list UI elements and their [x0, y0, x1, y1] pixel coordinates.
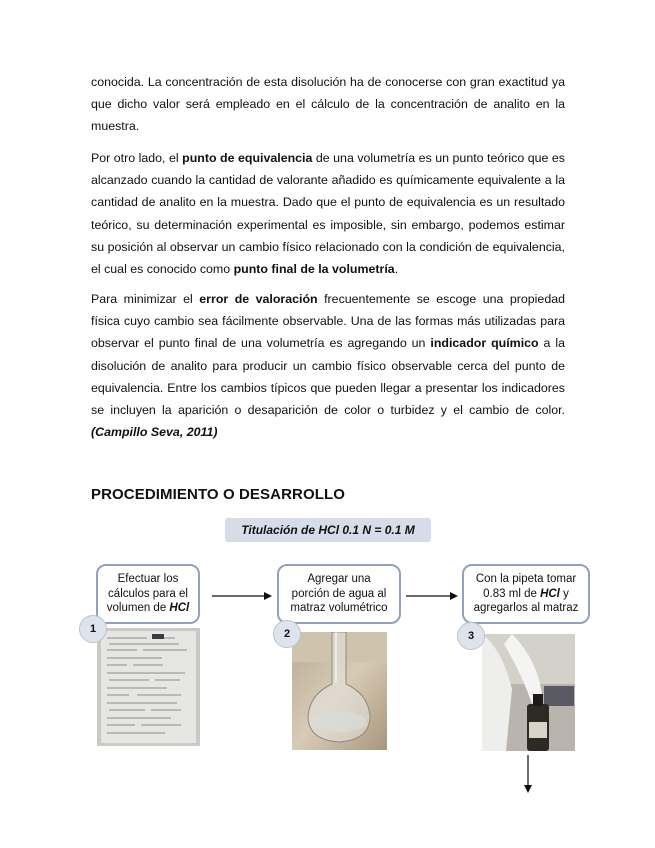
step-2-text: Agregar una porción de agua al matraz volumétrico [290, 573, 388, 615]
citation: (Campillo Seva, 2011) [91, 425, 218, 440]
term-indicador-quimico: indicador químico [430, 336, 539, 351]
step-3-text-end: y agregarlos al matraz [473, 587, 579, 615]
step-2-number-badge: 2 [273, 620, 301, 648]
step-1-text: Efectuar los cálculos para el volumen de [106, 573, 188, 615]
pipette-bottle-photo [482, 634, 575, 751]
paragraph-text: conocida. La concentración de esta disolución ha de conocerse con gran exactitud ya que dicho valor será empleado en el cálculo de la concentración de analito en la muestra. [91, 75, 565, 134]
term-punto-equivalencia: punto de equivalencia [182, 151, 313, 165]
paragraph-text: . [394, 262, 399, 277]
paragraph-text: frecuentemente se escoge una propiedad física cuyo cambio sea fácilmente observable. Una de las formas más utilizadas para observar el punto final de una volumetría es agregando un [91, 292, 565, 351]
step-1-box [96, 564, 200, 624]
term-error-valoracion: error de valoración [199, 292, 318, 306]
paragraph-text: Por otro lado, el [91, 151, 183, 165]
section-heading: PROCEDIMIENTO O DESARROLLO [91, 486, 346, 503]
paragraph-text: Para minimizar el [91, 292, 200, 306]
paragraph-text: de una volumetría es un punto teórico que es alcanzado cuando la cantidad de valorante añadido es químicamente equivalente a la cantidad de analito en la muestra. Dado que el punto de equivalencia es un resultado teórico, su determinación experimental es imposible, sin embargo, podemos estimar su posición al observar un cambio físico relacionado con la condición de equivalencia, el cual es conocido como [91, 151, 565, 277]
arrow-down-next [522, 755, 534, 793]
step-3-text: Con la pipeta tomar 0.83 ml de [475, 573, 577, 600]
flow-title: Titulación de HCl 0.1 N = 0.1 M [225, 518, 431, 542]
equivalence-paragraph [91, 147, 565, 280]
term-punto-final: punto final de la volumetría [233, 262, 395, 277]
intro-paragraph [91, 71, 565, 138]
arrow-step1-to-step2 [212, 590, 272, 602]
step-3-box [462, 564, 590, 624]
paragraph-text: a la disolución de analito para producir un cambio físico observable cerca del punto de equivalencia. Entre los cambios típicos que pueden llegar a presentar los indicadores se incluyen la aparición o desaparición de color o turbidez y el cambio de color. [91, 336, 566, 418]
step-1-number-badge: 1 [79, 615, 107, 643]
calculations-photo [97, 628, 200, 746]
step-1-formula: HCl [169, 602, 190, 615]
flask-photo [292, 632, 387, 750]
step-2-box [277, 564, 401, 624]
step-3-formula: HCl [540, 587, 560, 600]
step-3-number-badge: 3 [457, 622, 485, 650]
arrow-step2-to-step3 [406, 590, 458, 602]
indicator-paragraph [91, 288, 565, 443]
